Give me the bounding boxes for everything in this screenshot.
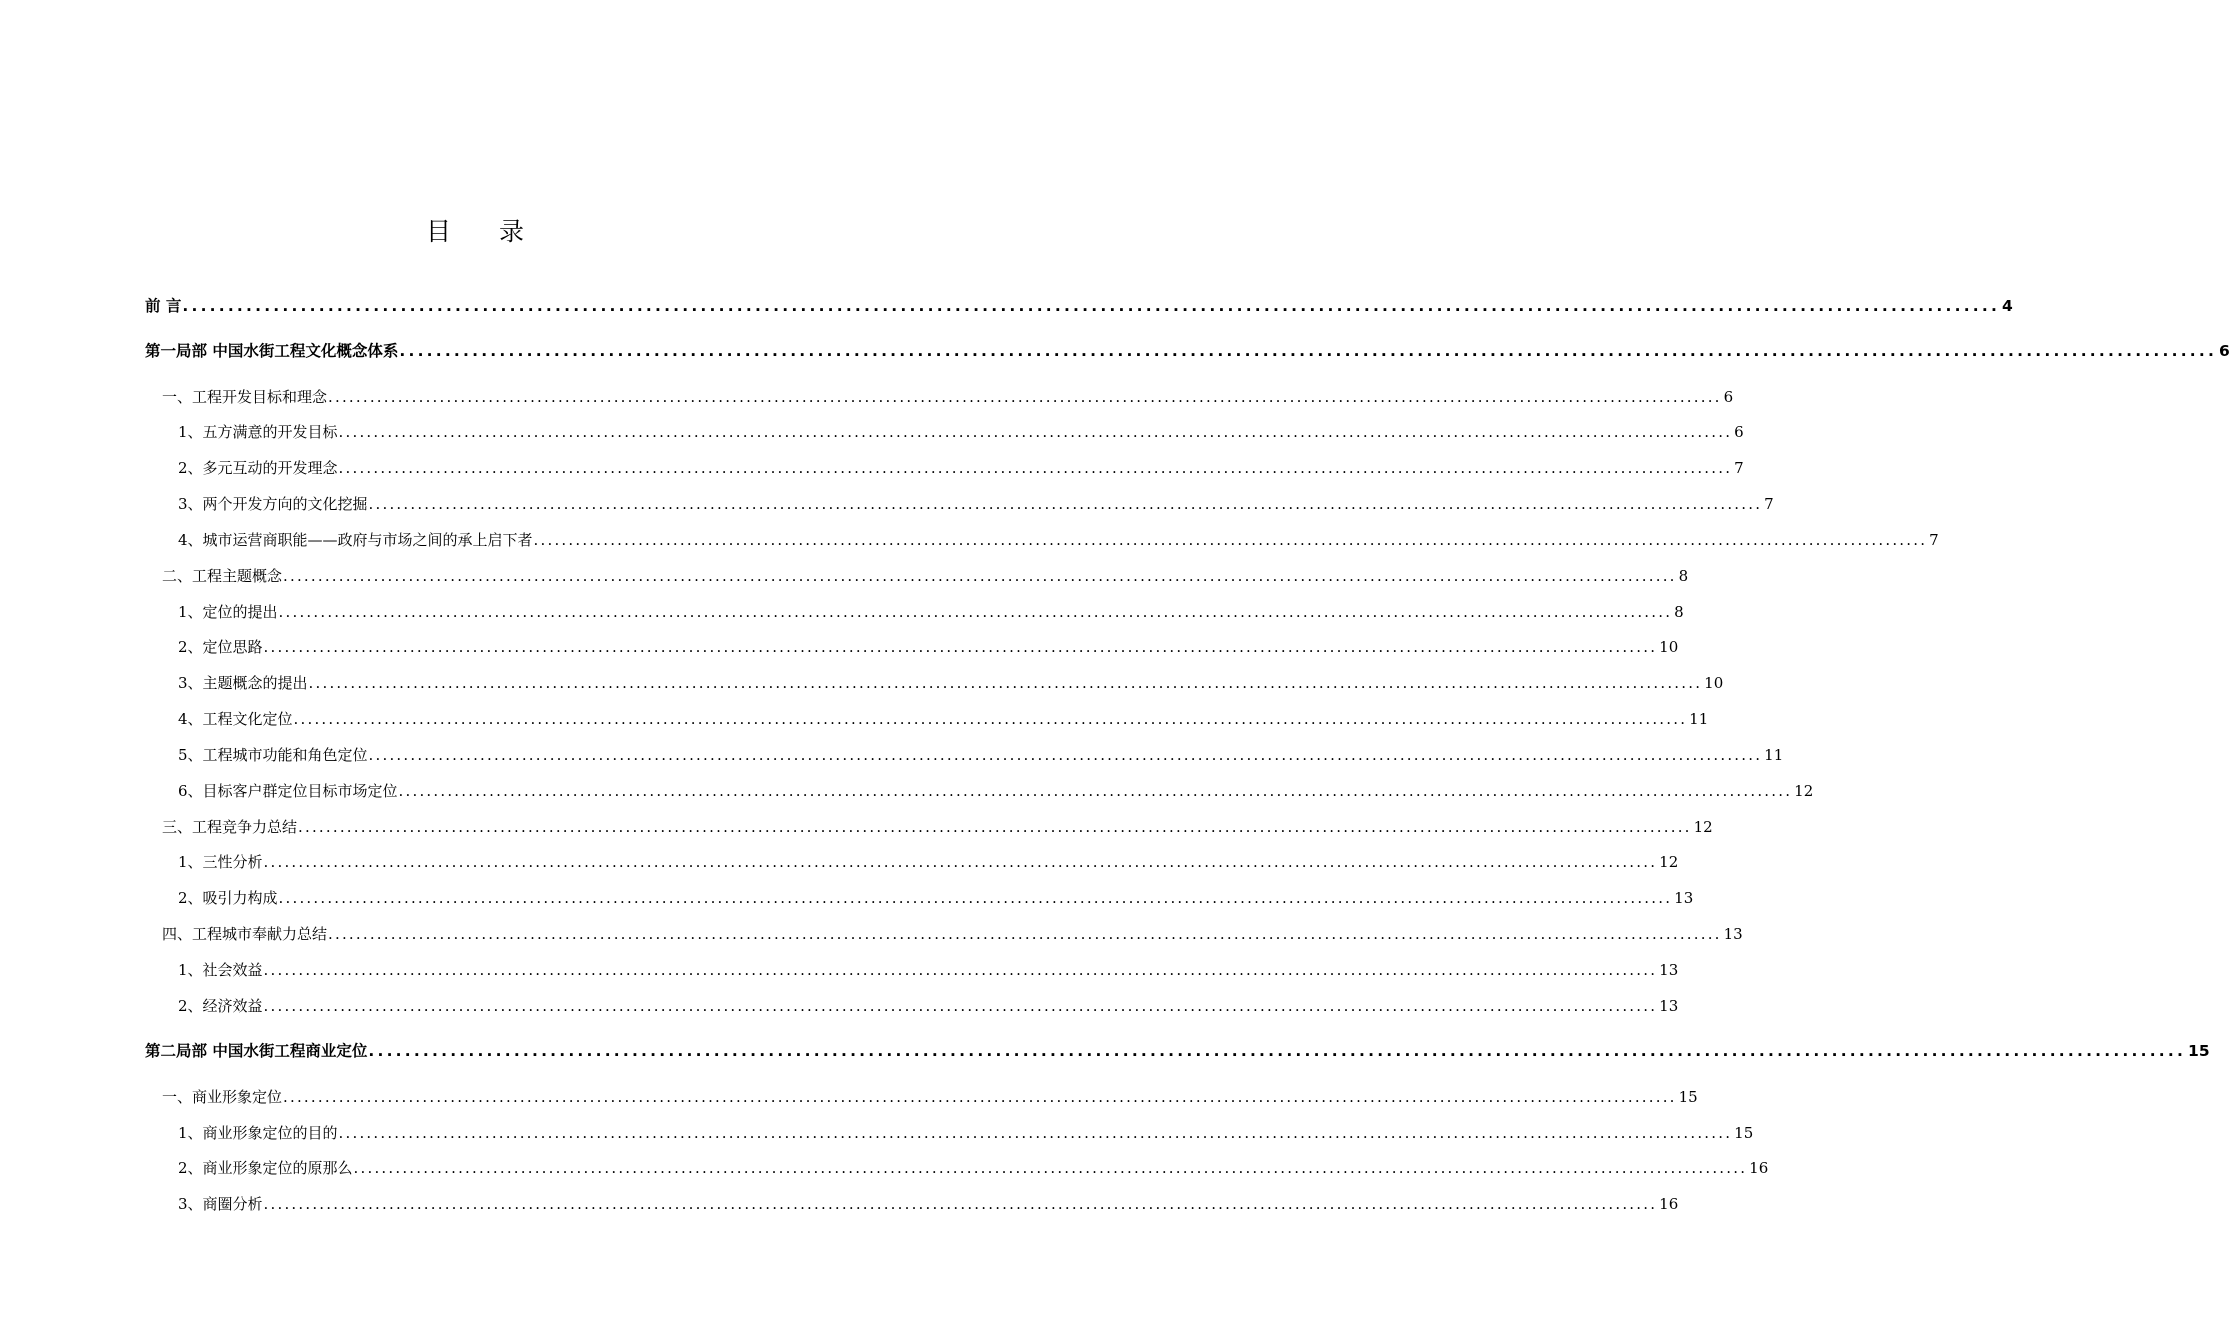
toc-entry-title: 2、定位思路 — [178, 638, 263, 656]
toc-leader-dots: ........................................................................................................................................................................................................ — [338, 459, 1733, 477]
toc-subsection-entry[interactable] — [178, 851, 1679, 873]
toc-page-number: 16 — [1749, 1159, 1769, 1177]
toc-entry-title: 4、城市运营商职能——政府与市场之间的承上启下者 — [178, 531, 533, 549]
toc-entry-title: 1、商业形象定位的目的 — [178, 1124, 338, 1142]
toc-part-entry[interactable] — [145, 1040, 2210, 1062]
page-title: 目 录 — [426, 217, 544, 246]
toc-subsection-entry[interactable] — [178, 1122, 1754, 1144]
toc-entry-title: 6、目标客户群定位目标市场定位 — [178, 782, 398, 800]
toc-leader-dots: ........................................................................................................................................................................................................ — [328, 925, 1722, 943]
toc-entry-title: 一、商业形象定位 — [162, 1088, 283, 1106]
toc-section-entry[interactable] — [162, 565, 1689, 587]
toc-page-number: 6 — [1723, 388, 1734, 406]
toc-subsection-entry[interactable] — [178, 959, 1679, 981]
toc-leader-dots: ........................................................................................................................................................................................................ — [278, 603, 1673, 621]
toc-subsection-entry[interactable] — [178, 1157, 1769, 1179]
toc-entry-title: 3、两个开发方向的文化挖掘 — [178, 495, 368, 513]
toc-entry-title: 四、工程城市奉献力总结 — [162, 925, 328, 943]
toc-leader-dots: ........................................................................................................................................................................................................ — [533, 531, 1928, 549]
toc-subsection-entry[interactable] — [178, 457, 1744, 479]
toc-subsection-entry[interactable] — [178, 708, 1709, 730]
toc-section-entry[interactable] — [162, 1086, 1698, 1108]
toc-leader-dots: ........................................................................................................................................................................................................ — [263, 853, 1658, 871]
toc-entry-title: 第一局部 中国水街工程文化概念体系 — [145, 342, 399, 360]
toc-page-number: 13 — [1674, 889, 1694, 907]
toc-page-number: 13 — [1659, 961, 1679, 979]
toc-subsection-entry[interactable] — [178, 780, 1814, 802]
toc-page-number: 15 — [1678, 1088, 1698, 1106]
toc-leader-dots: ........................................................................................................................................................................................................ — [263, 1195, 1658, 1213]
toc-page-number: 7 — [1764, 495, 1774, 513]
toc-subsection-entry[interactable] — [178, 887, 1694, 909]
toc-page-number: 11 — [1764, 746, 1784, 764]
toc-page-number: 15 — [1734, 1124, 1754, 1142]
toc-section-entry[interactable] — [162, 816, 1713, 838]
toc-leader-dots: ........................................................................................................................................................................................................ — [283, 1088, 1677, 1106]
toc-page-number: 7 — [1929, 531, 1939, 549]
toc-entry-title: 2、多元互动的开发理念 — [178, 459, 338, 477]
toc-section-entry[interactable] — [162, 923, 1743, 945]
toc-entry-title: 1、社会效益 — [178, 961, 263, 979]
toc-leader-dots: ........................................................................................................................................................................................................ — [278, 889, 1673, 907]
toc-page-number: 15 — [2188, 1042, 2210, 1060]
toc-entry-title: 三、工程竞争力总结 — [162, 818, 298, 836]
toc-page-number: 8 — [1678, 567, 1689, 585]
toc-subsection-entry[interactable] — [178, 493, 1774, 515]
toc-subsection-entry[interactable] — [178, 744, 1784, 766]
toc-entry-title: 3、主题概念的提出 — [178, 674, 308, 692]
toc-page-number: 10 — [1704, 674, 1724, 692]
toc-entry-title: 4、工程文化定位 — [178, 710, 293, 728]
toc-leader-dots: ........................................................................................................................................................................................................ — [308, 674, 1703, 692]
toc-leader-dots: ........................................................................................................................................................................................................ — [328, 388, 1722, 406]
toc-entry-title: 一、工程开发目标和理念 — [162, 388, 328, 406]
toc-entry-title: 2、经济效益 — [178, 997, 263, 1015]
toc-leader-dots: ........................................................................................................................................................................................................ — [338, 1124, 1733, 1142]
toc-page-number: 12 — [1659, 853, 1679, 871]
toc-entry-title: 2、商业形象定位的原那么 — [178, 1159, 353, 1177]
toc-entry-title: 1、定位的提出 — [178, 603, 278, 621]
toc-page-number: 12 — [1794, 782, 1814, 800]
toc-leader-dots: ........................................................................................................................................................................................................ — [263, 997, 1658, 1015]
toc-leader-dots: ........................................................................................................................................................................................................ — [399, 342, 2218, 360]
toc-entry-title: 第二局部 中国水街工程商业定位 — [145, 1042, 368, 1060]
toc-subsection-entry[interactable] — [178, 529, 1939, 551]
toc-subsection-entry[interactable] — [178, 636, 1679, 658]
toc-entry-title: 1、五方满意的开发目标 — [178, 423, 338, 441]
toc-leader-dots: ........................................................................................................................................................................................................ — [298, 818, 1692, 836]
toc-subsection-entry[interactable] — [178, 672, 1724, 694]
toc-part-entry[interactable] — [145, 340, 2230, 362]
toc-leader-dots: ........................................................................................................................................................................................................ — [283, 567, 1677, 585]
toc-page-number: 4 — [2002, 297, 2013, 315]
toc-entry-title: 2、吸引力构成 — [178, 889, 278, 907]
toc-leader-dots: ........................................................................................................................................................................................................ — [338, 423, 1733, 441]
toc-subsection-entry[interactable] — [178, 421, 1744, 443]
toc-leader-dots: ........................................................................................................................................................................................................ — [368, 746, 1763, 764]
toc-page-number: 13 — [1659, 997, 1679, 1015]
toc-page-number: 7 — [1734, 459, 1744, 477]
toc-page-number: 10 — [1659, 638, 1679, 656]
toc-leader-dots: ........................................................................................................................................................................................................ — [398, 782, 1793, 800]
toc-page-number: 16 — [1659, 1195, 1679, 1213]
toc-subsection-entry[interactable] — [178, 995, 1679, 1017]
toc-page-number: 12 — [1693, 818, 1713, 836]
toc-leader-dots: ........................................................................................................................................................................................................ — [353, 1159, 1748, 1177]
toc-leader-dots: ........................................................................................................................................................................................................ — [368, 1042, 2187, 1060]
toc-entry-title: 前 言 — [145, 297, 182, 315]
toc-subsection-entry[interactable] — [178, 1193, 1679, 1215]
toc-page-number: 13 — [1723, 925, 1743, 943]
toc-leader-dots: ........................................................................................................................................................................................................ — [182, 297, 2001, 315]
toc-part-entry[interactable] — [145, 295, 2013, 317]
toc-page-number: 8 — [1674, 603, 1684, 621]
toc-leader-dots: ........................................................................................................................................................................................................ — [293, 710, 1688, 728]
toc-page-number: 11 — [1689, 710, 1709, 728]
toc-leader-dots: ........................................................................................................................................................................................................ — [368, 495, 1763, 513]
toc-leader-dots: ........................................................................................................................................................................................................ — [263, 638, 1658, 656]
toc-entry-title: 3、商圈分析 — [178, 1195, 263, 1213]
toc-page-number: 6 — [1734, 423, 1744, 441]
toc-leader-dots: ........................................................................................................................................................................................................ — [263, 961, 1658, 979]
toc-subsection-entry[interactable] — [178, 601, 1684, 623]
toc-section-entry[interactable] — [162, 386, 1734, 408]
toc-page-number: 6 — [2219, 342, 2230, 360]
toc-entry-title: 二、工程主题概念 — [162, 567, 283, 585]
toc-entry-title: 1、三性分析 — [178, 853, 263, 871]
toc-entry-title: 5、工程城市功能和角色定位 — [178, 746, 368, 764]
